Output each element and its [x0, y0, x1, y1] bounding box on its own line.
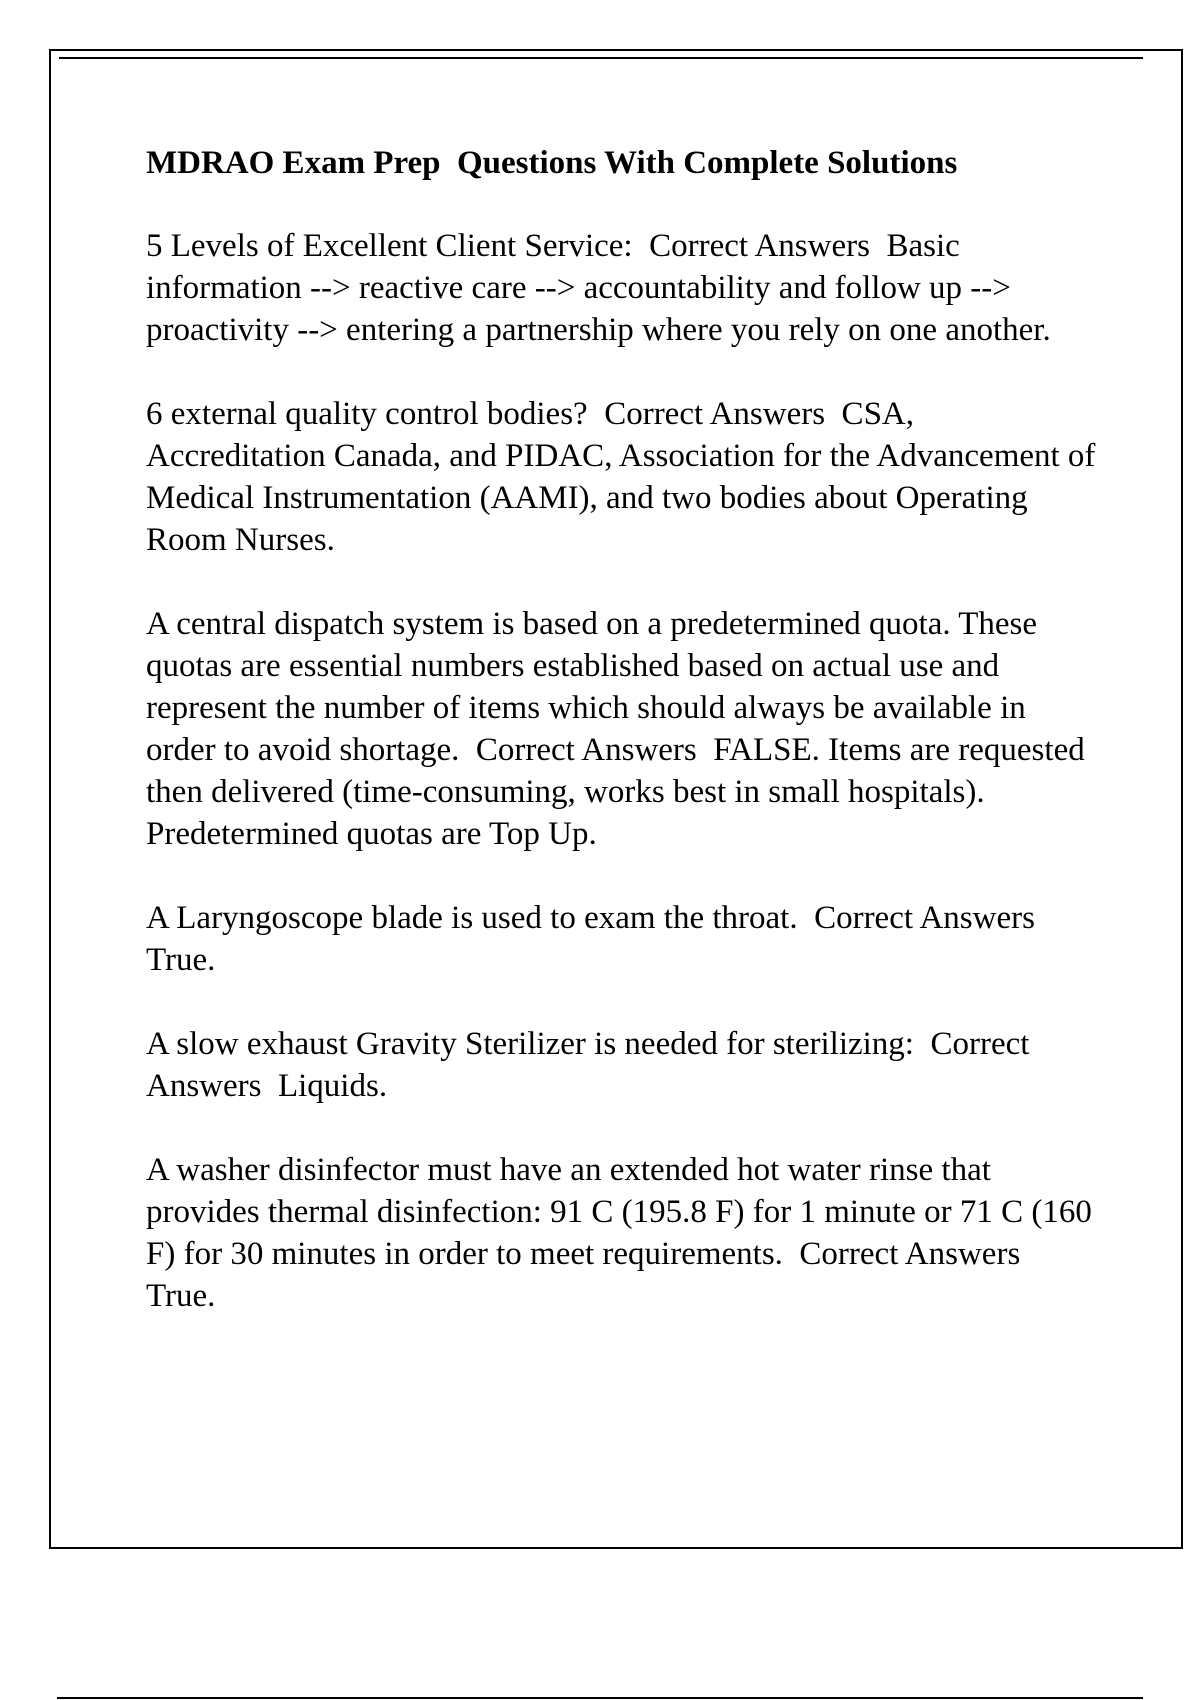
qa-item-laryngoscope: A Laryngoscope blade is used to exam the throat. Correct Answers True.	[146, 900, 1051, 978]
qa-item-gravity-sterilizer: A slow exhaust Gravity Sterilizer is needed for sterilizing: Correct Answers Liquids.	[146, 1026, 1036, 1104]
document-body	[146, 141, 1104, 1359]
document-title: MDRAO Exam Prep Questions With Complete Solutions	[146, 145, 958, 181]
top-rule	[59, 57, 1143, 59]
qa-item-client-service: 5 Levels of Excellent Client Service: Correct Answers Basic information --> reactive care --> accountability and follow up --> proactivity --> entering a partnership where you rely on one another.	[146, 228, 1051, 348]
qa-item-central-dispatch: A central dispatch system is based on a predetermined quota. These quotas are essential numbers established based on actual use and represent the number of items which should always be available in order to avoid shortage. Correct Answers FALSE. Items are requested then delivered (time-consuming, works best in small hospitals). Predetermined quotas are Top Up.	[146, 606, 1093, 852]
bottom-rule	[57, 1697, 1143, 1699]
qa-item-quality-control: 6 external quality control bodies? Correct Answers CSA, Accreditation Canada, and PIDAC, Association for the Advancement of Medical Instrumentation (AAMI), and two bodies about Operating Room Nurses.	[146, 396, 1104, 558]
qa-item-washer-disinfector: A washer disinfector must have an extended hot water rinse that provides thermal disinfection: 91 C (195.8 F) for 1 minute or 71 C (160 F) for 30 minutes in order to meet requirements. Correct Answers True.	[146, 1152, 1101, 1314]
